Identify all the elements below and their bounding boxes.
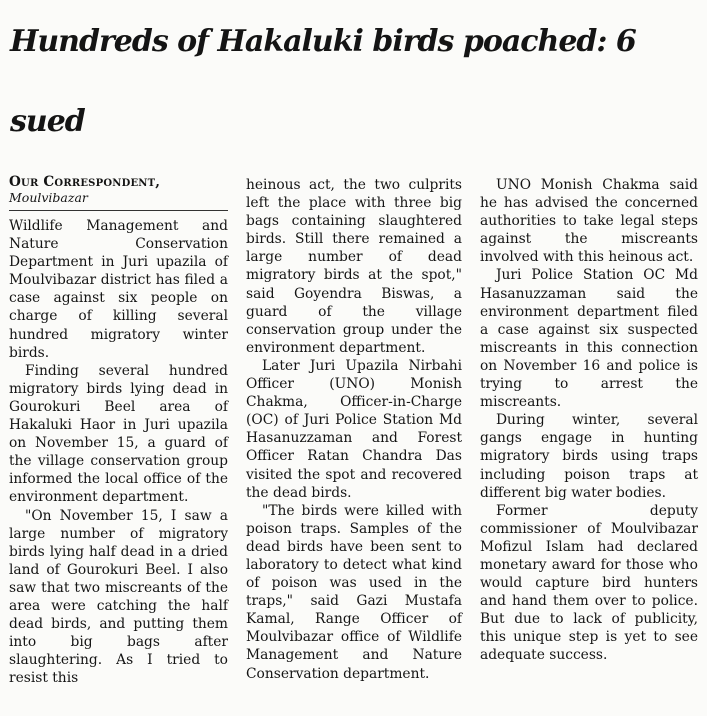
paragraph: Wildlife Management and Nature Conservation Department in Juri upazila of Moulvibazar district has filed a case against six people on charge of killing several hundred migratory winter birds. — [9, 218, 228, 361]
article-column-3 — [480, 176, 698, 665]
paragraph: Former deputy commissioner of Moulvibazar Mofizul Islam had declared monetary award for those who would capture bird hunters and hand them over to police. But due to lack of publicity, this unique step is yet to see adequate success. — [480, 502, 698, 664]
article-column-1 — [9, 174, 228, 687]
headline: Hundreds of Hakaluki birds poached: 6 sued — [10, 24, 636, 139]
paragraph: Finding several hundred migratory birds lying dead in Gourokuri Beel area of Hakaluki Haor in Juri upazila on November 15, a guard of the village conservation group informed the local office of the environment department. — [9, 362, 228, 506]
byline-place: Moulvibazar — [9, 190, 88, 205]
paragraph: "On November 15, I saw a large number of migratory birds lying half dead in a dried land of Gourokuri Beel. I also saw that two miscreants of the area were catching the half dead birds, and putting them into big bags after slaughtering. As I tried to resist this — [9, 507, 228, 687]
paragraph: UNO Monish Chakma said he has advised the concerned authorities to take legal steps against the miscreants involved with this heinous act. — [480, 177, 698, 266]
byline-rule — [9, 210, 228, 211]
paragraph: During winter, several gangs engage in hunting migratory birds using traps including poison traps at different big water bodies. — [480, 412, 698, 501]
paragraph: Later Juri Upazila Nirbahi Officer (UNO) Monish Chakma, Officer-in-Charge (OC) of Juri Police Station Md Hasanuzzaman and Forest Officer Ratan Chandra Das visited the spot and recovered the dead birds. — [246, 357, 462, 501]
paragraph: heinous act, the two culprits left the place with three big bags containing slaughtered birds. Still there remained a large number of dead migratory birds at the spot," said Goyendra Biswas, a guard of the village conservation group under the environment department. — [246, 177, 462, 356]
paragraph: Juri Police Station OC Md Hasanuzzaman said the environment department filed a case against six suspected miscreants in this connection on November 16 and police is trying to arrest the miscreants. — [480, 267, 698, 411]
article-column-2 — [246, 176, 462, 683]
paragraph: "The birds were killed with poison traps. Samples of the dead birds have been sent to laboratory to detect what kind of poison was used in the traps," said Gazi Mustafa Kamal, Range Officer of Moulvibazar office of Wildlife Management and Nature Conservation department. — [246, 502, 462, 682]
byline-name: Our Correspondent, — [9, 174, 161, 190]
